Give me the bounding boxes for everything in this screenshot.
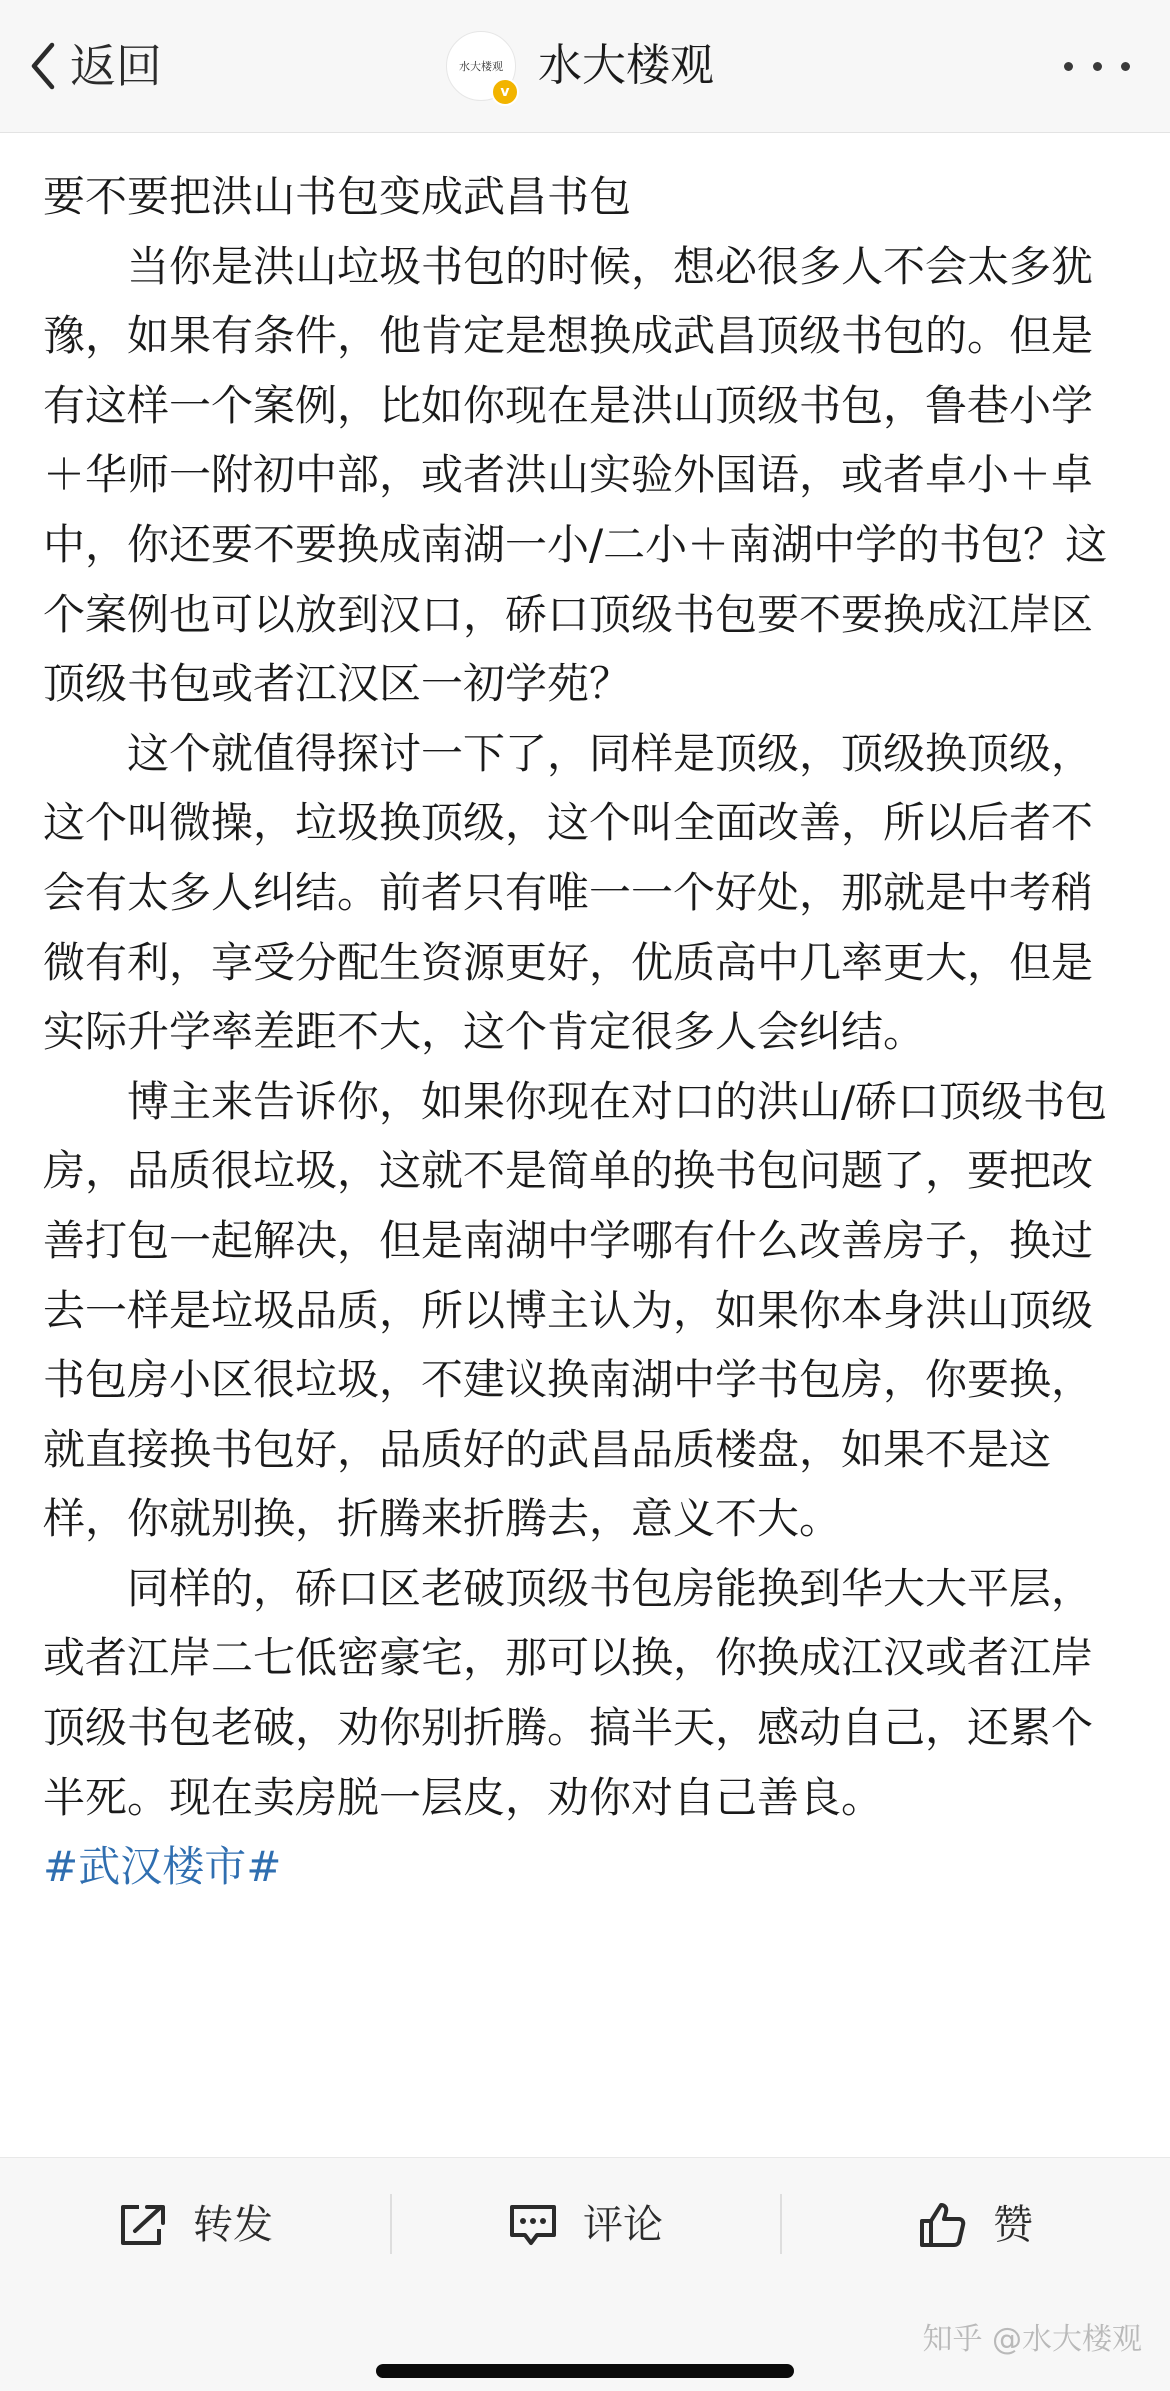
post-paragraph: 这个就值得探讨一下了，同样是顶级，顶级换顶级，这个叫微操，垃圾换顶级，这个叫全面改善，所以后者不会有太多人纠结。前者只有唯一一个好处，那就是中考稍微有利，享受分配生资源更好，优质高中几率更大，但是实际升学率差距不大，这个肯定很多人会纠结。 bbox=[43, 728, 1094, 1057]
post-paragraph: 同样的，硚口区老破顶级书包房能换到华大大平层，或者江岸二七低密豪宅，那可以换，你换成江汉或者江岸顶级书包老破，劝你别折腾。搞半天，感动自己，还累个半死。现在卖房脱一层皮，劝你对自己善良。 bbox=[43, 1563, 1094, 1822]
watermark-text: 知乎 @水大楼观 bbox=[922, 2322, 1142, 2357]
like-button[interactable] bbox=[780, 2158, 1170, 2291]
account-title-group[interactable] bbox=[446, 30, 714, 102]
hashtag-link[interactable]: #武汉楼市# bbox=[43, 1842, 282, 1892]
more-dot bbox=[1093, 62, 1102, 71]
post-paragraph: 博主来告诉你，如果你现在对口的洪山/硚口顶级书包房，品质很垃圾，这就不是简单的换书包问题了，要把改善打包一起解决，但是南湖中学哪有什么改善房子，换过去一样是垃圾品质，所以博主认为，如果你本身洪山顶级书包房小区很垃圾，不建议换南湖中学书包房，你要换，就直接换书包好，品质好的武昌品质楼盘，如果不是这样，你就别换，折腾来折腾去，意义不大。 bbox=[43, 1076, 1108, 1544]
more-options-button[interactable] bbox=[1064, 48, 1130, 84]
comment-button[interactable] bbox=[390, 2158, 780, 2291]
action-bar bbox=[0, 2157, 1170, 2291]
chevron-left-icon bbox=[30, 42, 56, 90]
account-name[interactable]: 水大楼观 bbox=[538, 40, 714, 91]
footer bbox=[0, 2290, 1170, 2391]
home-indicator[interactable] bbox=[376, 2364, 794, 2378]
post-body bbox=[43, 162, 1127, 1902]
comment-icon bbox=[507, 2201, 559, 2249]
avatar[interactable] bbox=[446, 31, 516, 101]
comment-label: 评论 bbox=[583, 2201, 663, 2248]
more-horizontal-icon bbox=[1064, 62, 1073, 71]
post-paragraph: 当你是洪山垃圾书包的时候，想必很多人不会太多犹豫，如果有条件，他肯定是想换成武昌顶级书包的。但是有这样一个案例，比如你现在是洪山顶级书包，鲁巷小学＋华师一附初中部，或者洪山实验外国语，或者卓小＋卓中，你还要不要换成南湖一小/二小＋南湖中学的书包？这个案例也可以放到汉口，硚口顶级书包要不要换成江岸区顶级书包或者江汉区一初学苑？ bbox=[43, 241, 1108, 709]
thumbs-up-icon bbox=[917, 2201, 969, 2249]
post-title: 要不要把洪山书包变成武昌书包 bbox=[43, 172, 632, 221]
verified-badge-icon: v bbox=[491, 78, 519, 106]
back-button[interactable] bbox=[30, 30, 162, 102]
avatar-logo-text: 水大楼观 bbox=[459, 60, 503, 73]
like-label: 赞 bbox=[993, 2201, 1033, 2248]
more-dot bbox=[1121, 62, 1130, 71]
back-label: 返回 bbox=[70, 39, 162, 93]
repost-label: 转发 bbox=[193, 2201, 273, 2248]
top-nav-bar bbox=[0, 0, 1170, 133]
repost-button[interactable] bbox=[0, 2158, 390, 2291]
repost-icon bbox=[117, 2201, 169, 2249]
